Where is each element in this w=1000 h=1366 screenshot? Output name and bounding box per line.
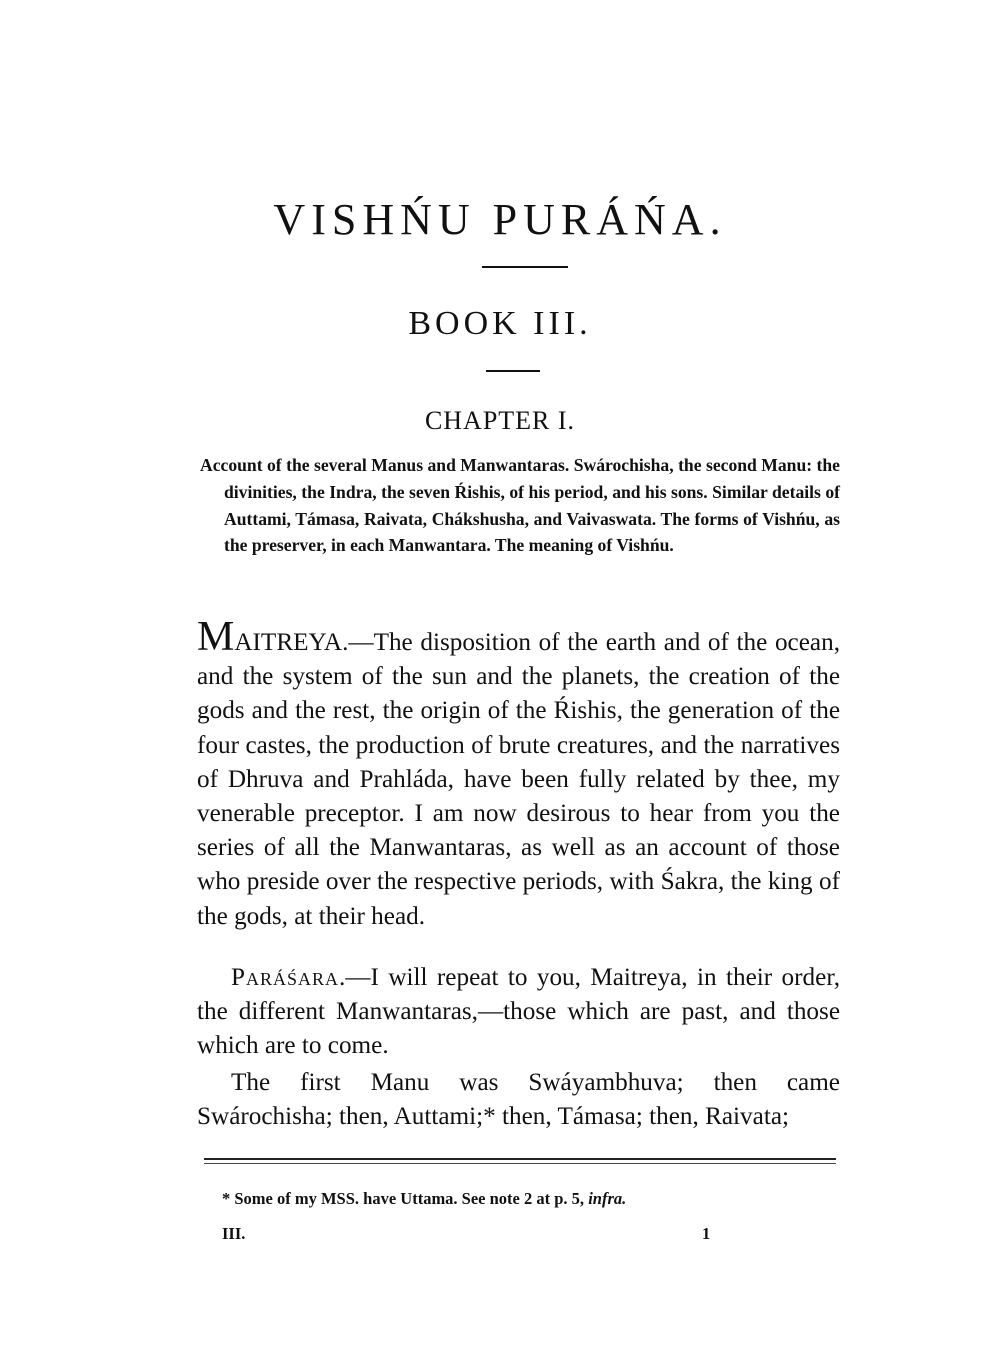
paragraph-parasara bbox=[197, 961, 840, 1064]
title-divider bbox=[482, 266, 568, 268]
page-title: VISHŃU PURÁŃA. bbox=[273, 195, 727, 244]
book-heading: BOOK III. bbox=[408, 305, 592, 342]
footnote-text: * Some of my MSS. have Uttama. See note 2 at p. 5, bbox=[222, 1189, 585, 1208]
paragraph-maitreya bbox=[197, 614, 840, 934]
paragraph-manus-text: The first Manu was Swáyambhuva; then came Swárochisha; then, Auttami;* then, Támasa; then, Raivata; bbox=[197, 1069, 840, 1131]
speaker-maitreya: AITREYA bbox=[234, 629, 343, 656]
book-divider bbox=[486, 370, 540, 372]
chapter-summary: Account of the several Manus and Manwantaras. Swárochisha, the second Manu: the divinities, the Indra, the seven Ŕishis, of his period, and his sons. Similar details of Auttami, Támasa, Raivata, Chákshusha, and Vaivaswata. The forms of Vishńu, as the preserver, in each Manwantara. The meaning of Vishńu. bbox=[200, 455, 840, 556]
footnote-italic: infra. bbox=[588, 1189, 627, 1208]
paragraph-manus bbox=[197, 1066, 840, 1134]
page-number: 1 bbox=[702, 1224, 711, 1243]
paragraph-parasara-text: .—I will repeat to you, Maitreya, in their order, the different Manwantaras,—those which are past, and those which are to come. bbox=[197, 964, 840, 1060]
signature-mark: III. bbox=[222, 1224, 246, 1243]
paragraph-maitreya-text: .—The disposition of the earth and of the ocean, and the system of the sun and the planets, the creation of the gods and the rest, the origin of the Ŕishis, the generation of the four castes, the production of brute creatures, and the narratives of Dhruva and Prahláda, have been fully related by thee, my venerable preceptor. I am now desirous to hear from you the series of all the Manwantaras, as well as an account of those who preside over the respective periods, with Śakra, the king of the gods, at their head. bbox=[197, 629, 840, 930]
footnote bbox=[222, 1188, 626, 1210]
footnote-divider bbox=[204, 1158, 836, 1164]
speaker-parasara: Paráśara bbox=[231, 964, 340, 991]
drop-cap: M bbox=[197, 614, 235, 660]
chapter-heading: CHAPTER I. bbox=[424, 406, 576, 435]
